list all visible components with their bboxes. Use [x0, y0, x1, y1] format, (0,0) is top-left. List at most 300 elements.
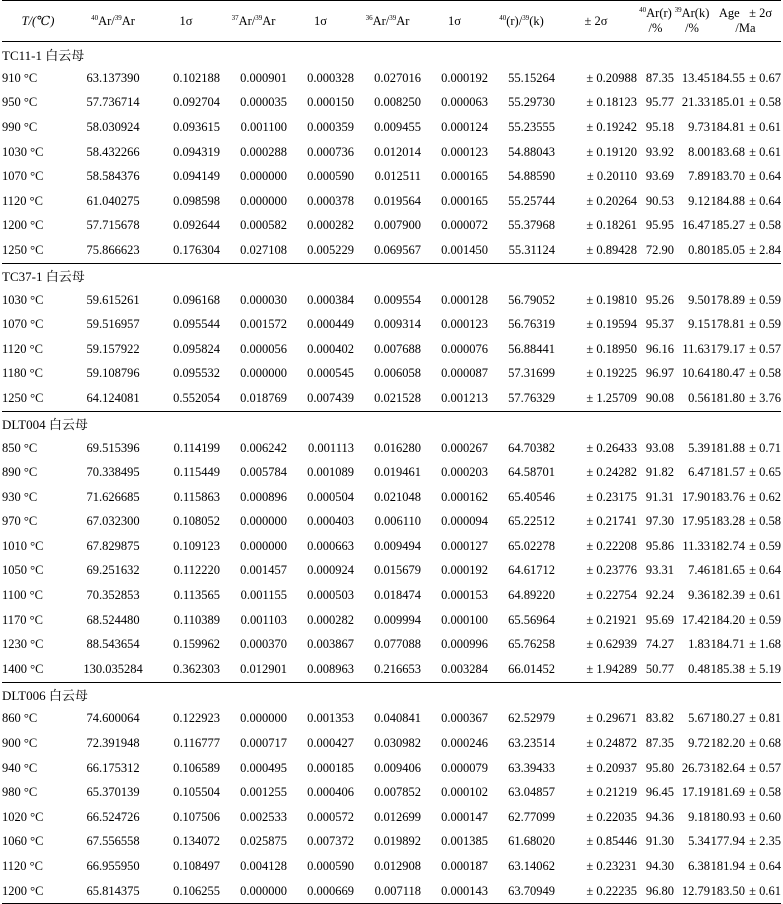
cell-age-pm-2sigma: ± 0.58 — [749, 218, 781, 233]
cell-pm-2sigma: ± 1.25709 — [586, 390, 637, 405]
cell-ar40r-ar39k: 54.88590 — [508, 169, 555, 184]
cell-sigma-ar36: 0.003284 — [441, 661, 488, 676]
cell-age: 185.27 — [710, 218, 745, 233]
cell-sigma-ar37: 0.000503 — [307, 588, 354, 603]
cell-ar40-ar39: 66.524726 — [86, 809, 140, 824]
table-row — [2, 657, 781, 682]
cell-ar36-ar39: 0.009554 — [374, 292, 421, 307]
cell-sigma-ar40: 0.095544 — [173, 317, 220, 332]
cell-ar37-ar39: 0.000582 — [240, 218, 287, 233]
cell-age: 179.17 — [710, 341, 745, 356]
cell-ar40r-pct: 87.35 — [645, 736, 674, 751]
table-row — [2, 386, 781, 411]
cell-sigma-ar36: 0.001213 — [441, 390, 488, 405]
cell-sigma-ar37: 0.000282 — [307, 218, 354, 233]
cell-ar36-ar39: 0.016280 — [374, 440, 421, 455]
cell-age-pm-2sigma: ± 0.57 — [749, 341, 781, 356]
cell-temperature: 1120 °C — [2, 341, 43, 356]
cell-ar36-ar39: 0.007688 — [374, 341, 421, 356]
table-row — [2, 312, 781, 337]
cell-sigma-ar36: 0.000162 — [441, 489, 488, 504]
cell-ar40r-ar39k: 65.40546 — [508, 489, 555, 504]
cell-ar40r-ar39k: 63.70949 — [508, 883, 555, 898]
cell-temperature: 1400 °C — [2, 661, 44, 676]
cell-age: 183.68 — [710, 144, 745, 159]
cell-age: 185.38 — [710, 661, 745, 676]
cell-ar37-ar39: 0.006242 — [240, 440, 287, 455]
cell-ar40-ar39: 61.040275 — [86, 193, 140, 208]
cell-pm-2sigma: ± 0.19594 — [586, 317, 637, 332]
cell-age: 178.81 — [710, 317, 745, 332]
cell-ar40-ar39: 69.251632 — [86, 563, 140, 578]
cell-ar37-ar39: 0.000035 — [240, 95, 287, 110]
cell-ar39k-pct: 17.19 — [681, 785, 710, 800]
cell-ar40r-pct: 92.24 — [645, 588, 674, 603]
cell-ar40-ar39: 130.035284 — [83, 661, 143, 676]
cell-sigma-ar36: 0.000203 — [441, 465, 488, 480]
cell-age-pm-2sigma: ± 3.76 — [749, 390, 781, 405]
cell-temperature: 900 °C — [2, 736, 38, 751]
cell-ar36-ar39: 0.015679 — [374, 563, 421, 578]
cell-ar36-ar39: 0.019564 — [374, 193, 421, 208]
cell-ar40r-pct: 94.36 — [645, 809, 674, 824]
cell-ar40r-pct: 95.80 — [645, 760, 674, 775]
cell-sigma-ar37: 0.000406 — [307, 785, 354, 800]
cell-ar37-ar39: 0.027108 — [240, 242, 287, 257]
cell-age-pm-2sigma: ± 2.35 — [749, 834, 781, 849]
cell-pm-2sigma: ± 0.89428 — [586, 242, 637, 257]
cell-sigma-ar40: 0.106255 — [173, 883, 220, 898]
cell-ar40-ar39: 65.370139 — [86, 785, 140, 800]
cell-ar36-ar39: 0.008250 — [374, 95, 421, 110]
cell-sigma-ar37: 0.000328 — [307, 70, 354, 85]
cell-temperature: 1200 °C — [2, 883, 44, 898]
cell-pm-2sigma: ± 0.24282 — [586, 465, 637, 480]
cell-ar40r-pct: 90.53 — [645, 193, 674, 208]
cell-ar36-ar39: 0.040841 — [374, 711, 421, 726]
cell-ar40r-ar39k: 54.88043 — [508, 144, 555, 159]
cell-sigma-ar36: 0.000072 — [441, 218, 488, 233]
cell-age: 182.39 — [710, 588, 745, 603]
cell-temperature: 1250 °C — [2, 390, 44, 405]
cell-sigma-ar40: 0.159962 — [173, 637, 220, 652]
table-row — [2, 780, 781, 805]
cell-ar36-ar39: 0.021528 — [374, 390, 421, 405]
cell-ar40r-pct: 95.86 — [645, 538, 674, 553]
cell-sigma-ar40: 0.098598 — [173, 193, 220, 208]
cell-ar40r-pct: 95.18 — [645, 119, 674, 134]
table-body — [2, 42, 781, 904]
cell-ar36-ar39: 0.009314 — [374, 317, 421, 332]
cell-ar40r-pct: 72.90 — [645, 242, 674, 257]
table-row — [2, 879, 781, 904]
table-row — [2, 559, 781, 584]
cell-age-pm-2sigma: ± 5.19 — [749, 661, 781, 676]
cell-ar37-ar39: 0.001572 — [240, 317, 287, 332]
cell-ar40r-ar39k: 65.56964 — [508, 612, 555, 627]
cell-ar40r-pct: 97.30 — [645, 514, 674, 529]
cell-temperature: 1120 °C — [2, 193, 43, 208]
cell-age-pm-2sigma: ± 0.58 — [749, 95, 781, 110]
sample-name: TC11-1 白云母 — [2, 47, 85, 63]
cell-pm-2sigma: ± 0.19810 — [586, 292, 637, 307]
cell-ar40-ar39: 66.955950 — [86, 859, 140, 874]
cell-sigma-ar40: 0.092644 — [173, 218, 220, 233]
cell-age: 181.57 — [710, 465, 745, 480]
cell-ar36-ar39: 0.216653 — [374, 661, 421, 676]
cell-age: 183.50 — [710, 883, 745, 898]
cell-temperature: 930 °C — [2, 489, 38, 504]
cell-ar36-ar39: 0.007852 — [374, 785, 421, 800]
cell-pm-2sigma: ± 0.20110 — [586, 169, 637, 184]
cell-ar40-ar39: 72.391948 — [86, 736, 140, 751]
cell-sigma-ar36: 0.000087 — [441, 366, 488, 381]
cell-temperature: 980 °C — [2, 785, 38, 800]
cell-ar37-ar39: 0.000717 — [240, 736, 287, 751]
cell-ar39k-pct: 9.18 — [688, 809, 710, 824]
cell-ar39k-pct: 9.73 — [688, 119, 710, 134]
cell-ar37-ar39: 0.000901 — [240, 70, 287, 85]
cell-sigma-ar36: 0.000165 — [441, 193, 488, 208]
cell-ar40-ar39: 70.338495 — [86, 465, 140, 480]
cell-ar39k-pct: 8.00 — [688, 144, 710, 159]
cell-ar40r-pct: 91.82 — [645, 465, 674, 480]
cell-ar39k-pct: 26.73 — [681, 760, 710, 775]
cell-temperature: 1020 °C — [2, 809, 44, 824]
cell-temperature: 1060 °C — [2, 834, 44, 849]
cell-age: 185.05 — [710, 242, 745, 257]
cell-pm-2sigma: ± 0.22235 — [586, 883, 637, 898]
cell-pm-2sigma: ± 0.18950 — [586, 341, 637, 356]
cell-sigma-ar36: 0.000128 — [441, 292, 488, 307]
cell-ar40r-ar39k: 65.02278 — [508, 538, 555, 553]
table-row — [2, 460, 781, 485]
table-row — [2, 534, 781, 559]
table-row — [2, 337, 781, 362]
cell-age: 184.81 — [710, 119, 745, 134]
cell-ar36-ar39: 0.006110 — [374, 514, 421, 529]
cell-age: 181.94 — [710, 859, 745, 874]
cell-ar40-ar39: 69.515396 — [86, 440, 140, 455]
cell-ar39k-pct: 11.33 — [682, 538, 710, 553]
cell-age-pm-2sigma: ± 1.68 — [749, 637, 781, 652]
cell-age: 182.64 — [710, 760, 745, 775]
cell-ar39k-pct: 9.12 — [688, 193, 710, 208]
cell-ar39k-pct: 17.95 — [681, 514, 710, 529]
cell-sigma-ar40: 0.109123 — [173, 538, 220, 553]
cell-pm-2sigma: ± 0.62939 — [586, 637, 637, 652]
cell-sigma-ar36: 0.000127 — [441, 538, 488, 553]
table-row — [2, 583, 781, 608]
cell-ar40r-ar39k: 63.14062 — [508, 859, 555, 874]
cell-sigma-ar36: 0.000123 — [441, 317, 488, 332]
cell-ar40r-ar39k: 55.15264 — [508, 70, 555, 85]
cell-ar36-ar39: 0.007900 — [374, 218, 421, 233]
cell-ar37-ar39: 0.000000 — [240, 883, 287, 898]
cell-age-pm-2sigma: ± 0.65 — [749, 465, 781, 480]
cell-ar37-ar39: 0.000000 — [240, 366, 287, 381]
cell-ar36-ar39: 0.021048 — [374, 489, 421, 504]
cell-age-pm-2sigma: ± 0.62 — [749, 489, 781, 504]
cell-ar40-ar39: 68.524480 — [86, 612, 140, 627]
cell-ar40-ar39: 70.352853 — [86, 588, 140, 603]
cell-ar39k-pct: 5.67 — [688, 711, 710, 726]
cell-age: 183.28 — [710, 514, 745, 529]
cell-ar37-ar39: 0.000030 — [240, 292, 287, 307]
cell-pm-2sigma: ± 0.18261 — [586, 218, 637, 233]
cell-ar40r-pct: 96.16 — [645, 341, 674, 356]
cell-age-pm-2sigma: ± 0.59 — [749, 292, 781, 307]
header-ar36-ar39: $^{36}$Ar/$^{39}$Ar — [365, 13, 410, 28]
cell-temperature: 940 °C — [2, 760, 38, 775]
cell-ar36-ar39: 0.012511 — [374, 169, 421, 184]
cell-temperature: 970 °C — [2, 514, 38, 529]
cell-temperature: 1100 °C — [2, 588, 43, 603]
group-heading-row — [2, 263, 781, 288]
cell-age-pm-2sigma: ± 0.64 — [749, 563, 781, 578]
cell-sigma-ar36: 0.000102 — [441, 785, 488, 800]
cell-ar39k-pct: 9.15 — [688, 317, 710, 332]
header-sigma-2: 1σ — [314, 13, 327, 28]
cell-ar40-ar39: 59.108796 — [86, 366, 140, 381]
cell-sigma-ar36: 0.000123 — [441, 144, 488, 159]
cell-ar36-ar39: 0.009494 — [374, 538, 421, 553]
cell-sigma-ar40: 0.134072 — [173, 834, 220, 849]
cell-age-pm-2sigma: ± 0.64 — [749, 859, 781, 874]
cell-ar40r-ar39k: 57.31699 — [508, 366, 555, 381]
cell-ar40r-pct: 96.97 — [645, 366, 674, 381]
cell-ar36-ar39: 0.012014 — [374, 144, 421, 159]
cell-ar36-ar39: 0.030982 — [374, 736, 421, 751]
cell-sigma-ar40: 0.095532 — [173, 366, 220, 381]
table-row — [2, 66, 781, 91]
cell-sigma-ar36: 0.000079 — [441, 760, 488, 775]
cell-pm-2sigma: ± 0.19242 — [586, 119, 637, 134]
cell-ar37-ar39: 0.000495 — [240, 760, 287, 775]
cell-sigma-ar36: 0.000996 — [441, 637, 488, 652]
cell-sigma-ar36: 0.001450 — [441, 242, 488, 257]
cell-temperature: 1070 °C — [2, 317, 44, 332]
cell-ar39k-pct: 12.79 — [681, 883, 710, 898]
cell-age-pm-2sigma: ± 0.61 — [749, 883, 781, 898]
cell-pm-2sigma: ± 0.19225 — [586, 366, 637, 381]
cell-sigma-ar37: 0.000590 — [307, 169, 354, 184]
cell-age: 182.20 — [710, 736, 745, 751]
cell-sigma-ar40: 0.105504 — [173, 785, 220, 800]
cell-ar40r-ar39k: 56.88441 — [508, 341, 555, 356]
cell-pm-2sigma: ± 0.22754 — [586, 588, 637, 603]
cell-ar37-ar39: 0.012901 — [240, 661, 287, 676]
cell-ar37-ar39: 0.000896 — [240, 489, 287, 504]
cell-ar36-ar39: 0.018474 — [374, 588, 421, 603]
cell-sigma-ar40: 0.176304 — [173, 242, 220, 257]
cell-ar40r-ar39k: 64.70382 — [508, 440, 555, 455]
cell-age-pm-2sigma: ± 0.61 — [749, 144, 781, 159]
cell-ar39k-pct: 6.38 — [688, 859, 710, 874]
cell-ar40-ar39: 58.030924 — [86, 119, 140, 134]
cell-ar40r-ar39k: 55.31124 — [508, 242, 555, 257]
cell-sigma-ar36: 0.000063 — [441, 95, 488, 110]
cell-ar37-ar39: 0.001255 — [240, 785, 287, 800]
table-row — [2, 436, 781, 461]
cell-age: 184.20 — [710, 612, 745, 627]
cell-ar40-ar39: 66.175312 — [86, 760, 140, 775]
cell-ar40r-ar39k: 62.52979 — [508, 711, 555, 726]
cell-ar40r-ar39k: 56.79052 — [508, 292, 555, 307]
cell-ar37-ar39: 0.000000 — [240, 711, 287, 726]
group-heading-row — [2, 411, 781, 436]
cell-sigma-ar37: 0.000359 — [307, 119, 354, 134]
cell-ar37-ar39: 0.001457 — [240, 563, 287, 578]
cell-sigma-ar37: 0.000403 — [307, 514, 354, 529]
cell-ar40r-ar39k: 63.23514 — [508, 736, 555, 751]
cell-sigma-ar36: 0.000094 — [441, 514, 488, 529]
cell-ar39k-pct: 1.83 — [688, 637, 710, 652]
table-row — [2, 608, 781, 633]
cell-ar36-ar39: 0.019892 — [374, 834, 421, 849]
table-row — [2, 485, 781, 510]
cell-age-pm-2sigma: ± 0.59 — [749, 612, 781, 627]
group-heading-row — [2, 42, 781, 67]
cell-sigma-ar36: 0.000246 — [441, 736, 488, 751]
cell-sigma-ar40: 0.094149 — [173, 169, 220, 184]
cell-sigma-ar40: 0.096168 — [173, 292, 220, 307]
cell-ar40r-pct: 93.08 — [645, 440, 674, 455]
cell-temperature: 1050 °C — [2, 563, 44, 578]
cell-age-pm-2sigma: ± 2.84 — [749, 242, 781, 257]
table-row — [2, 362, 781, 387]
cell-ar37-ar39: 0.018769 — [240, 390, 287, 405]
cell-pm-2sigma: ± 0.21741 — [586, 514, 637, 529]
cell-sigma-ar37: 0.000504 — [307, 489, 354, 504]
cell-sigma-ar37: 0.000378 — [307, 193, 354, 208]
cell-sigma-ar36: 0.001385 — [441, 834, 488, 849]
cell-temperature: 990 °C — [2, 119, 38, 134]
cell-age-pm-2sigma: ± 0.58 — [749, 514, 781, 529]
cell-sigma-ar40: 0.092704 — [173, 95, 220, 110]
cell-sigma-ar37: 0.000545 — [307, 366, 354, 381]
cell-sigma-ar40: 0.113565 — [173, 588, 220, 603]
cell-temperature: 890 °C — [2, 465, 38, 480]
cell-temperature: 1200 °C — [2, 218, 44, 233]
cell-pm-2sigma: ± 0.85446 — [586, 834, 637, 849]
cell-ar39k-pct: 13.45 — [681, 70, 710, 85]
cell-pm-2sigma: ± 0.23776 — [586, 563, 637, 578]
cell-age: 178.89 — [710, 292, 745, 307]
cell-sigma-ar36: 0.000267 — [441, 440, 488, 455]
cell-ar39k-pct: 7.89 — [688, 169, 710, 184]
cell-ar40-ar39: 67.556558 — [86, 834, 140, 849]
cell-temperature: 950 °C — [2, 95, 38, 110]
table-row — [2, 189, 781, 214]
cell-age-pm-2sigma: ± 0.58 — [749, 366, 781, 381]
cell-ar40r-pct: 83.82 — [645, 711, 674, 726]
cell-age: 181.80 — [710, 390, 745, 405]
cell-ar40r-ar39k: 56.76319 — [508, 317, 555, 332]
cell-age: 180.27 — [710, 711, 745, 726]
cell-temperature: 910 °C — [2, 70, 38, 85]
cell-ar36-ar39: 0.077088 — [374, 637, 421, 652]
cell-age-pm-2sigma: ± 0.67 — [749, 70, 781, 85]
cell-ar40r-pct: 93.31 — [645, 563, 674, 578]
cell-sigma-ar36: 0.000367 — [441, 711, 488, 726]
cell-age-pm-2sigma: ± 0.61 — [749, 119, 781, 134]
cell-ar39k-pct: 5.39 — [688, 440, 710, 455]
cell-ar40r-pct: 74.27 — [645, 637, 674, 652]
ar-ar-data-table — [2, 0, 781, 904]
table-row — [2, 731, 781, 756]
cell-ar40r-pct: 87.35 — [645, 70, 674, 85]
cell-pm-2sigma: ± 0.22208 — [586, 538, 637, 553]
cell-age: 184.55 — [710, 70, 745, 85]
cell-sigma-ar37: 0.001353 — [307, 711, 354, 726]
cell-ar39k-pct: 21.33 — [681, 95, 710, 110]
cell-ar36-ar39: 0.009455 — [374, 119, 421, 134]
cell-sigma-ar40: 0.107506 — [173, 809, 220, 824]
cell-sigma-ar37: 0.000402 — [307, 341, 354, 356]
cell-pm-2sigma: ± 0.18123 — [586, 95, 637, 110]
cell-temperature: 1170 °C — [2, 612, 43, 627]
cell-ar37-ar39: 0.000000 — [240, 169, 287, 184]
header-sigma-3: 1σ — [448, 13, 461, 28]
cell-ar40-ar39: 59.157922 — [86, 341, 140, 356]
table-row — [2, 164, 781, 189]
cell-ar36-ar39: 0.012699 — [374, 809, 421, 824]
cell-ar40r-ar39k: 55.29730 — [508, 95, 555, 110]
cell-sigma-ar37: 0.003867 — [307, 637, 354, 652]
cell-age-pm-2sigma: ± 0.64 — [749, 193, 781, 208]
cell-temperature: 1030 °C — [2, 144, 44, 159]
cell-sigma-ar40: 0.094319 — [173, 144, 220, 159]
cell-sigma-ar37: 0.000669 — [307, 883, 354, 898]
cell-ar40r-pct: 91.31 — [645, 489, 674, 504]
cell-ar39k-pct: 0.48 — [688, 661, 710, 676]
cell-ar40r-pct: 95.69 — [645, 612, 674, 627]
cell-sigma-ar40: 0.115863 — [173, 489, 220, 504]
cell-ar37-ar39: 0.001155 — [240, 588, 287, 603]
cell-pm-2sigma: ± 0.20264 — [586, 193, 637, 208]
cell-pm-2sigma: ± 0.26433 — [586, 440, 637, 455]
cell-age-pm-2sigma: ± 0.59 — [749, 317, 781, 332]
cell-temperature: 1120 °C — [2, 859, 43, 874]
cell-sigma-ar40: 0.108497 — [173, 859, 220, 874]
cell-sigma-ar40: 0.106589 — [173, 760, 220, 775]
cell-temperature: 1010 °C — [2, 538, 44, 553]
cell-sigma-ar37: 0.000185 — [307, 760, 354, 775]
cell-ar40-ar39: 71.626685 — [86, 489, 140, 504]
cell-sigma-ar40: 0.122923 — [173, 711, 220, 726]
cell-sigma-ar37: 0.000572 — [307, 809, 354, 824]
cell-ar40-ar39: 74.600064 — [86, 711, 140, 726]
cell-age: 181.65 — [710, 563, 745, 578]
cell-ar36-ar39: 0.027016 — [374, 70, 421, 85]
cell-sigma-ar37: 0.007372 — [307, 834, 354, 849]
cell-age: 180.47 — [710, 366, 745, 381]
cell-age: 181.69 — [710, 785, 745, 800]
cell-ar39k-pct: 9.72 — [688, 736, 710, 751]
cell-ar37-ar39: 0.004128 — [240, 859, 287, 874]
header-sigma-1: 1σ — [179, 13, 193, 28]
cell-ar40r-ar39k: 63.39433 — [508, 760, 555, 775]
cell-ar40r-ar39k: 63.04857 — [508, 785, 555, 800]
cell-ar40r-pct: 95.37 — [645, 317, 674, 332]
cell-temperature: 1180 °C — [2, 366, 43, 381]
cell-sigma-ar37: 0.000427 — [307, 736, 354, 751]
cell-ar37-ar39: 0.002533 — [240, 809, 287, 824]
cell-sigma-ar36: 0.000124 — [441, 119, 488, 134]
cell-ar39k-pct: 9.36 — [688, 588, 710, 603]
cell-age-pm-2sigma: ± 0.59 — [749, 538, 781, 553]
